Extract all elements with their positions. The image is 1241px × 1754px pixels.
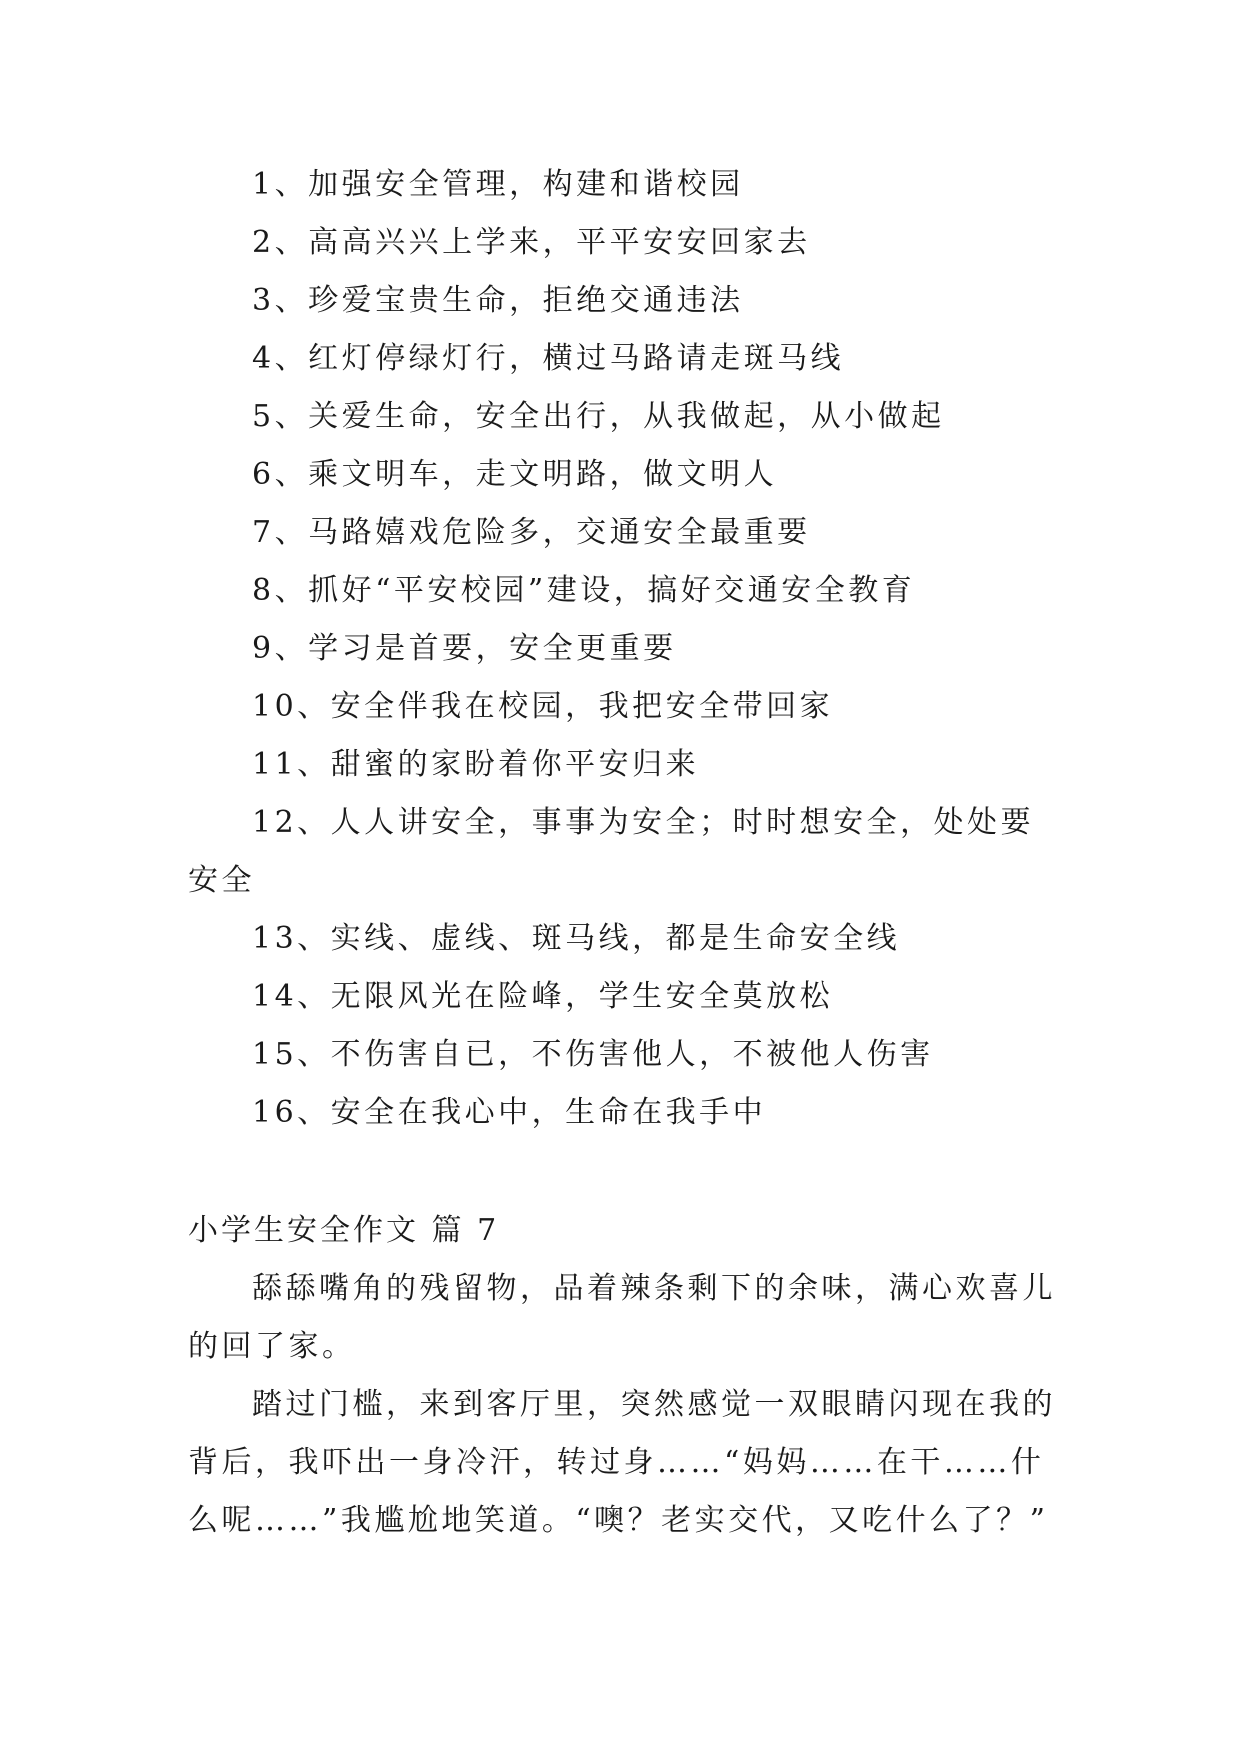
slogan-list (188, 156, 1058, 1142)
slogan-item: 8、抓好“平安校园”建设，搞好交通安全教育 (252, 573, 916, 608)
essay-heading: 小学生安全作文 篇 7 (188, 1213, 500, 1248)
slogan-item: 9、学习是首要，安全更重要 (252, 631, 677, 666)
slogan-item: 14、无限风光在险峰，学生安全莫放松 (252, 979, 834, 1014)
slogan-item: 5、关爱生命，安全出行，从我做起，从小做起 (252, 399, 945, 434)
slogan-item: 2、高高兴兴上学来，平平安安回家去 (252, 225, 811, 260)
document-page (188, 156, 1058, 1550)
slogan-item: 15、不伤害自已，不伤害他人，不被他人伤害 (252, 1037, 934, 1072)
slogan-item: 13、实线、虚线、斑马线，都是生命安全线 (252, 921, 901, 956)
slogan-item: 1、加强安全管理，构建和谐校园 (252, 167, 744, 202)
slogan-item: 7、马路嬉戏危险多，交通安全最重要 (252, 515, 811, 550)
slogan-item: 11、甜蜜的家盼着你平安归来 (252, 747, 700, 782)
slogan-item: 6、乘文明车，走文明路，做文明人 (252, 457, 778, 492)
slogan-item: 16、安全在我心中，生命在我手中 (252, 1095, 767, 1130)
slogan-item: 3、珍爱宝贵生命，拒绝交通违法 (252, 283, 744, 318)
slogan-item: 4、红灯停绿灯行，横过马路请走斑马线 (252, 341, 845, 376)
slogan-item: 10、安全伴我在校园，我把安全带回家 (252, 689, 834, 724)
essay-paragraph: 踏过门槛，来到客厅里，突然感觉一双眼睛闪现在我的背后，我吓出一身冷汗，转过身……“妈妈……在干……什么呢……”我尴尬地笑道。“噢？老实交代，又吃什么了？” (188, 1387, 1056, 1538)
essay-paragraph: 舔舔嘴角的残留物，品着辣条剩下的余味，满心欢喜儿的回了家。 (188, 1271, 1056, 1364)
slogan-item: 12、人人讲安全，事事为安全；时时想安全，处处要安全 (188, 805, 1035, 898)
